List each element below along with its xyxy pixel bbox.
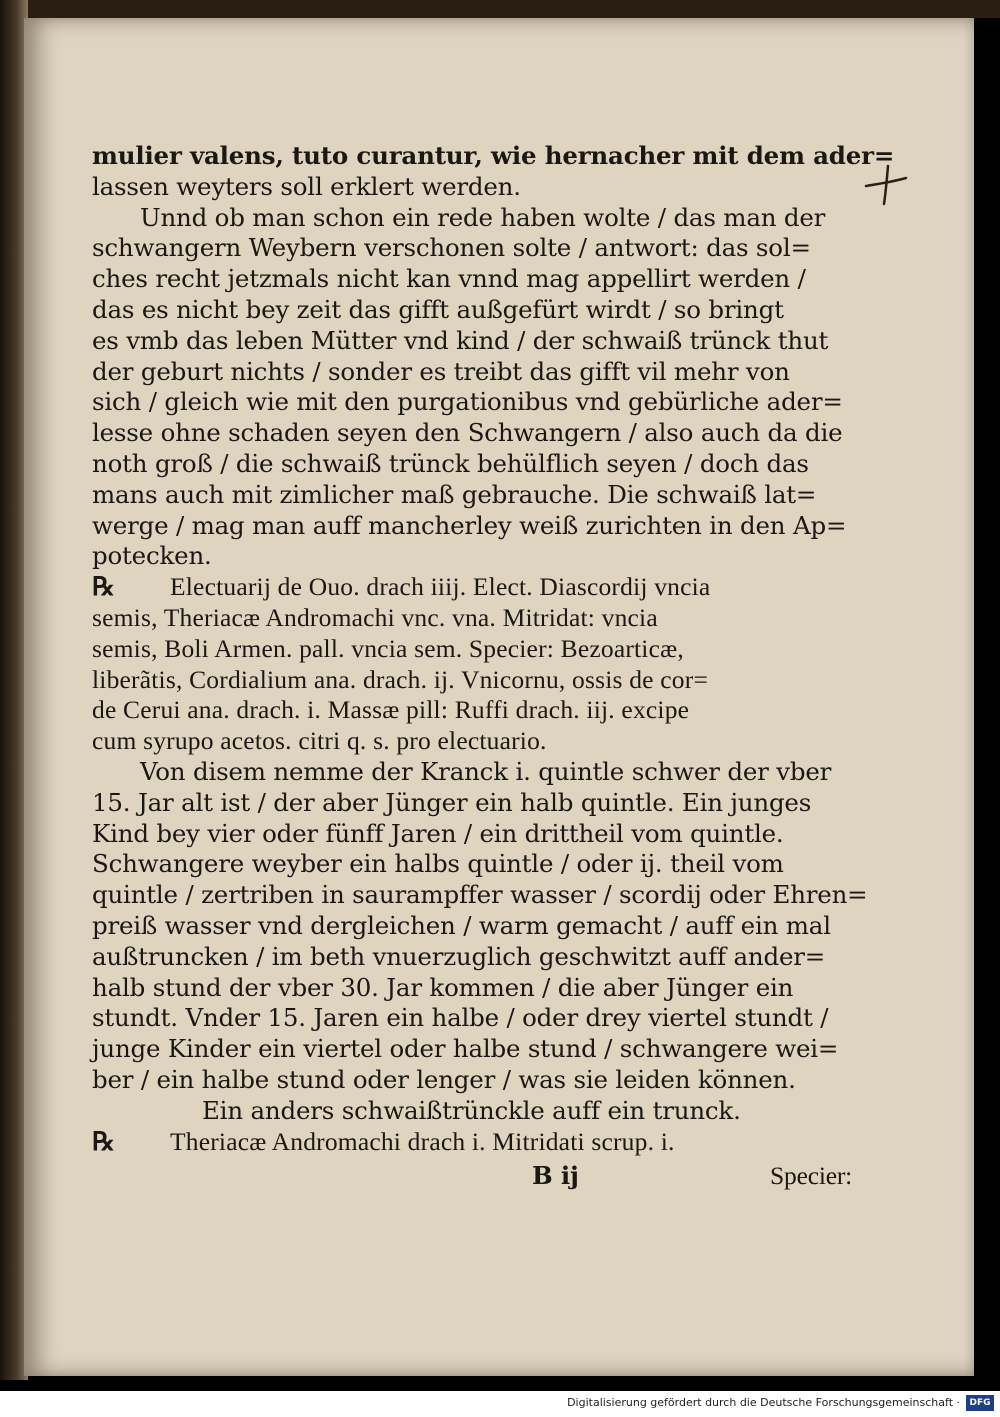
line-text: 15. Jar alt ist / der aber Jünger ein halb quintle. Ein junges (92, 787, 812, 817)
text-line (92, 634, 852, 665)
line-text: Theriacæ Andromachi drach i. Mitridati scrup. i. (170, 1126, 675, 1156)
line-text: Unnd ob man schon ein rede haben wolte / das man der (140, 202, 826, 232)
line-text: lassen weyters soll erklert werden. (92, 171, 521, 201)
text-line (92, 572, 852, 603)
line-text: Kind bey vier oder fünff Jaren / ein drittheil vom quintle. (92, 818, 784, 848)
text-line (92, 757, 852, 788)
line-text: semis, Boli Armen. pall. vncia sem. Specier: Bezoarticæ, (92, 633, 684, 663)
text-line (92, 973, 852, 1004)
text-line (92, 1065, 852, 1096)
text-line (92, 788, 852, 819)
line-text: schwangern Weybern verschonen solte / antwort: das sol= (92, 233, 811, 263)
line-text: das es nicht bey zeit das gifft außgefürt wirdt / so bringt (92, 294, 784, 324)
line-text: Schwangere weyber ein halbs quintle / oder ij. theil vom (92, 849, 784, 879)
text-line (92, 449, 852, 480)
text-line (92, 172, 852, 203)
text-line (92, 418, 852, 449)
book-page (24, 18, 974, 1376)
recipe-symbol: ℞ (92, 572, 116, 603)
line-text: werge / mag man auff mancherley weiß zurichten in den Ap= (92, 510, 847, 540)
line-text: stundt. Vnder 15. Jaren ein halbe / oder drey viertel stundt / (92, 1003, 829, 1033)
line-text: es vmb das leben Mütter vnd kind / der schwaiß trünck thut (92, 325, 829, 355)
text-line (92, 264, 852, 295)
text-line (92, 726, 852, 757)
text-line (92, 1127, 852, 1158)
signature-mark: B ij (532, 1161, 579, 1191)
text-line (92, 387, 852, 418)
page-text (92, 141, 895, 1195)
line-text: noth groß / die schwaiß trünck behülflich seyen / doch das (92, 448, 809, 478)
text-line (92, 326, 852, 357)
line-text: Ein anders schwaißtrünckle auff ein trunck. (202, 1095, 741, 1125)
line-text: preiß wasser vnd dergleichen / warm gemacht / auff ein mal (92, 910, 831, 940)
line-text: mans auch mit zimlicher maß gebrauche. Die schwaiß lat= (92, 479, 817, 509)
text-line (92, 1096, 852, 1127)
recipe-symbol: ℞ (92, 1126, 116, 1157)
text-line (92, 295, 852, 326)
catchword: Specier: (770, 1161, 852, 1191)
text-line (92, 880, 868, 911)
line-text: außtruncken / im beth vnuerzuglich geschwitzt auff ander= (92, 941, 826, 971)
line-text: halb stund der vber 30. Jar kommen / die aber Jünger ein (92, 972, 794, 1002)
text-line (92, 665, 852, 696)
line-text: lesse ohne schaden seyen den Schwangern / also auch da die (92, 418, 843, 448)
text-line (92, 203, 852, 234)
line-text: de Cerui ana. drach. i. Massæ pill: Ruffi drach. iij. excipe (92, 695, 690, 725)
line-text: ber / ein halbe stund oder lenger / was sie leiden können. (92, 1064, 796, 1094)
text-line (92, 357, 852, 388)
line-text: semis, Theriacæ Andromachi vnc. vna. Mitridat: vncia (92, 602, 658, 632)
footer-bar (0, 1391, 1000, 1417)
text-line (92, 942, 852, 973)
line-text: cum syrupo acetos. citri q. s. pro electuario. (92, 726, 547, 756)
text-line (92, 695, 852, 726)
page-top-edge (0, 0, 1000, 18)
line-text: ches recht jetzmals nicht kan vnnd mag appellirt werden / (92, 264, 806, 294)
line-text: mulier valens, tuto curantur, wie hernacher mit dem ader= (92, 141, 895, 170)
text-line (92, 511, 852, 542)
text-line (92, 849, 852, 880)
text-line (92, 1003, 852, 1034)
line-text: junge Kinder ein viertel oder halbe stund / schwangere wei= (92, 1034, 839, 1064)
margin-cross-mark (860, 158, 910, 208)
text-line (92, 819, 852, 850)
line-text: potecken. (92, 541, 212, 571)
text-line (92, 1034, 852, 1065)
text-line (92, 233, 852, 264)
line-text: Von disem nemme der Kranck i. quintle schwer der vber (140, 756, 832, 786)
line-text: liberãtis, Cordialium ana. drach. ij. Vnicornu, ossis de cor= (92, 664, 709, 694)
text-line (92, 480, 852, 511)
line-text: quintle / zertriben in saurampffer wasser / scordij oder Ehren= (92, 880, 868, 910)
text-line (92, 603, 852, 634)
line-text: Electuarij de Ouo. drach iiij. Elect. Diascordij vncia (170, 572, 711, 602)
line-text: der geburt nichts / sonder es treibt das gifft vil mehr von (92, 356, 790, 386)
text-line (92, 141, 895, 172)
digitization-credit: Digitalisierung gefördert durch die Deutsche Forschungsgemeinschaft · (567, 1396, 960, 1409)
text-line (92, 911, 852, 942)
line-text: sich / gleich wie mit den purgationibus vnd gebürliche ader= (92, 387, 843, 417)
page-foot-line (92, 1161, 852, 1195)
dfg-logo: DFG (966, 1395, 994, 1411)
text-line (92, 541, 852, 572)
